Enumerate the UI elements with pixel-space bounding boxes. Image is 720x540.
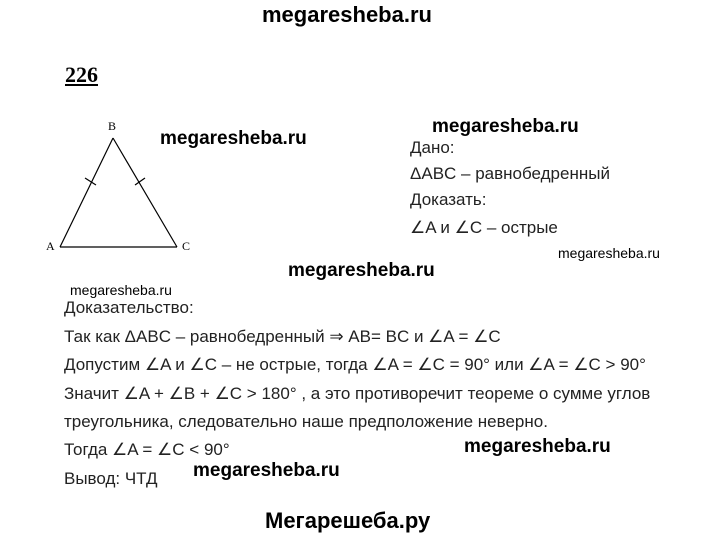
proof-line: Значит ∠A + ∠B + ∠C > 180° , а это противоречит теореме о сумме углов [64, 384, 651, 403]
watermark: megaresheba.ru [70, 282, 172, 298]
given-line: ΔABC – равнобедренный [410, 164, 610, 183]
side-bc [113, 138, 177, 247]
vertex-b-label: B [108, 119, 117, 133]
side-ab [60, 138, 113, 247]
watermark: megaresheba.ru [464, 436, 611, 457]
prove-title: Доказать: [410, 190, 487, 209]
watermark: megaresheba.ru [288, 260, 435, 281]
proof-line: Так как ΔABC – равнобедренный ⇒ AB= BC и ∠A = ∠C [64, 327, 501, 346]
vertex-c-label: C [182, 239, 191, 253]
watermark: megaresheba.ru [193, 460, 340, 481]
prove-line: ∠A и ∠C – острые [410, 218, 558, 237]
site-footer: Мегарешеба.ру [265, 508, 431, 533]
watermark: megaresheba.ru [160, 128, 307, 149]
watermark: megaresheba.ru [432, 116, 579, 137]
proof-line: Тогда ∠A = ∠C < 90° [64, 440, 230, 459]
given-title: Дано: [410, 138, 455, 157]
proof-line: треугольника, следовательно наше предположение неверно. [64, 412, 548, 431]
vertex-a-label: A [46, 239, 55, 253]
proof-conclusion: Вывод: ЧТД [64, 469, 158, 488]
watermark: megaresheba.ru [558, 245, 660, 261]
proof-title: Доказательство: [64, 298, 194, 317]
problem-number: 226 [65, 62, 98, 87]
site-header: megaresheba.ru [262, 2, 432, 27]
proof-line: Допустим ∠A и ∠C – не острые, тогда ∠A = ∠C = 90° или ∠A = ∠C > 90° [64, 355, 646, 374]
